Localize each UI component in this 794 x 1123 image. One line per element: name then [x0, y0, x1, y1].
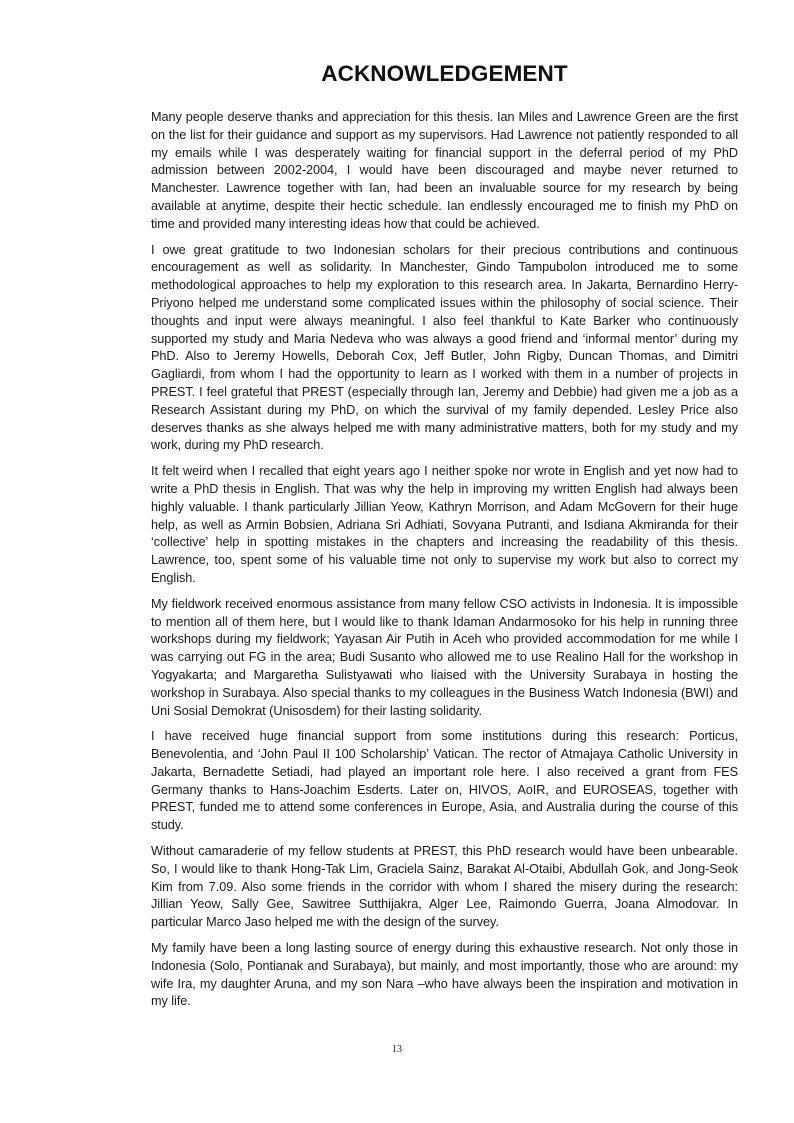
document-page: [151, 56, 738, 1019]
paragraph-scholars: I owe great gratitude to two Indonesian scholars for their precious contributions and continuous encouragement as well as solidarity. In Manchester, Gindo Tampubolon introduced me to some methodological approaches to help my exploration to this research area. In Jakarta, Bernardino Herry-Priyono helped me understand some complicated issues within the philosophy of social science. Their thoughts and input were always meaningful. I also feel thankful to Kate Barker who continuously supported my study and Maria Nedeva who was always a good friend and ‘informal mentor’ during my PhD. Also to Jeremy Howells, Deborah Cox, Jeff Butler, John Rigby, Duncan Thomas, and Dimitri Gagliardi, from whom I had the opportunity to learn as I worked with them in a number of projects in PREST. I feel grateful that PREST (especially through Ian, Jeremy and Debbie) had given me a job as a Research Assistant during my PhD, on which the survival of my family depended. Lesley Price also deserves thanks as she always helped me with many administrative matters, both for my study and my work, during my PhD research.: [151, 242, 738, 453]
page-title: ACKNOWLEDGEMENT: [321, 61, 568, 86]
paragraph-family: My family have been a long lasting source of energy during this exhaustive research. Not only those in Indonesia (Solo, Pontianak and Surabaya), but mainly, and most importantly, those who are around: my wife Ira, my daughter Aruna, and my son Nara –who have always been the inspiration and motivation in my life.: [151, 941, 738, 1009]
paragraph-financial-support: I have received huge financial support from some institutions during this research: Porticus, Benevolentia, and ‘John Paul II 100 Scholarship’ Vatican. The rector of Atmajaya Catholic University in Jakarta, Bernadette Setiadi, had played an important role here. I also received a grant from FES Germany thanks to Hans-Joachim Esderts. Later on, HIVOS, AoIR, and EUROSEAS, together with PREST, funded me to attend some conferences in Europe, Asia, and Australia during the course of this study.: [151, 729, 738, 833]
paragraph-fieldwork: My fieldwork received enormous assistance from many fellow CSO activists in Indonesia. It is impossible to mention all of them here, but I would like to thank Idaman Andarmosoko for his help in running three workshops during my fieldwork; Yayasan Air Putih in Aceh who provided accommodation for me while I was carrying out FG in the area; Budi Susanto who allowed me to use Realino Hall for the workshop in Yogyakarta; and Margaretha Sulistyawati who liaised with the University Surabaya in hosting the workshop in Surabaya. Also special thanks to my colleagues in the Business Watch Indonesia (BWI) and Uni Sosial Demokrat (Unisosdem) for their lasting solidarity.: [151, 596, 738, 718]
page-number: 13: [392, 1044, 402, 1055]
paragraph-english-help: It felt weird when I recalled that eight years ago I neither spoke nor wrote in English and yet now had to write a PhD thesis in English. That was why the help in improving my written English had always been highly valuable. I thank particularly Jillian Yeow, Kathryn Morrison, and Adam McGovern for their huge help, as well as Armin Bobsien, Adriana Sri Adhiati, Sovyana Putranti, and Isdiana Akmiranda for their ‘collective’ help in spotting mistakes in the chapters and increasing the readability of this thesis. Lawrence, too, spent some of his valuable time not only to supervise my work but also to correct my English.: [151, 464, 738, 585]
paragraph-supervisors: Many people deserve thanks and appreciation for this thesis. Ian Miles and Lawrence Green are the first on the list for their guidance and support as my supervisors. Had Lawrence not patiently responded to all my emails while I was desperately waiting for financial support in the deferral period of my PhD admission between 2002-2004, I would have been discouraged and maybe never returned to Manchester. Lawrence together with Ian, had been an invaluable source for my research by being available at anytime, despite their hectic schedule. Ian endlessly encouraged me to finish my PhD on time and provided many interesting ideas how that could be achieved.: [151, 110, 738, 231]
paragraph-fellow-students: Without camaraderie of my fellow students at PREST, this PhD research would have been unbearable. So, I would like to thank Hong-Tak Lim, Graciela Sainz, Barakat Al-Otaibi, Abdullah Gok, and Jong-Seok Kim from 7.09. Also some friends in the corridor with whom I shared the misery during the research: Jillian Yeow, Sally Gee, Sawitree Sutthijakra, Alger Lee, Raimondo Guerra, Joana Almodovar. In particular Marco Jaso helped me with the design of the survey.: [151, 844, 738, 930]
